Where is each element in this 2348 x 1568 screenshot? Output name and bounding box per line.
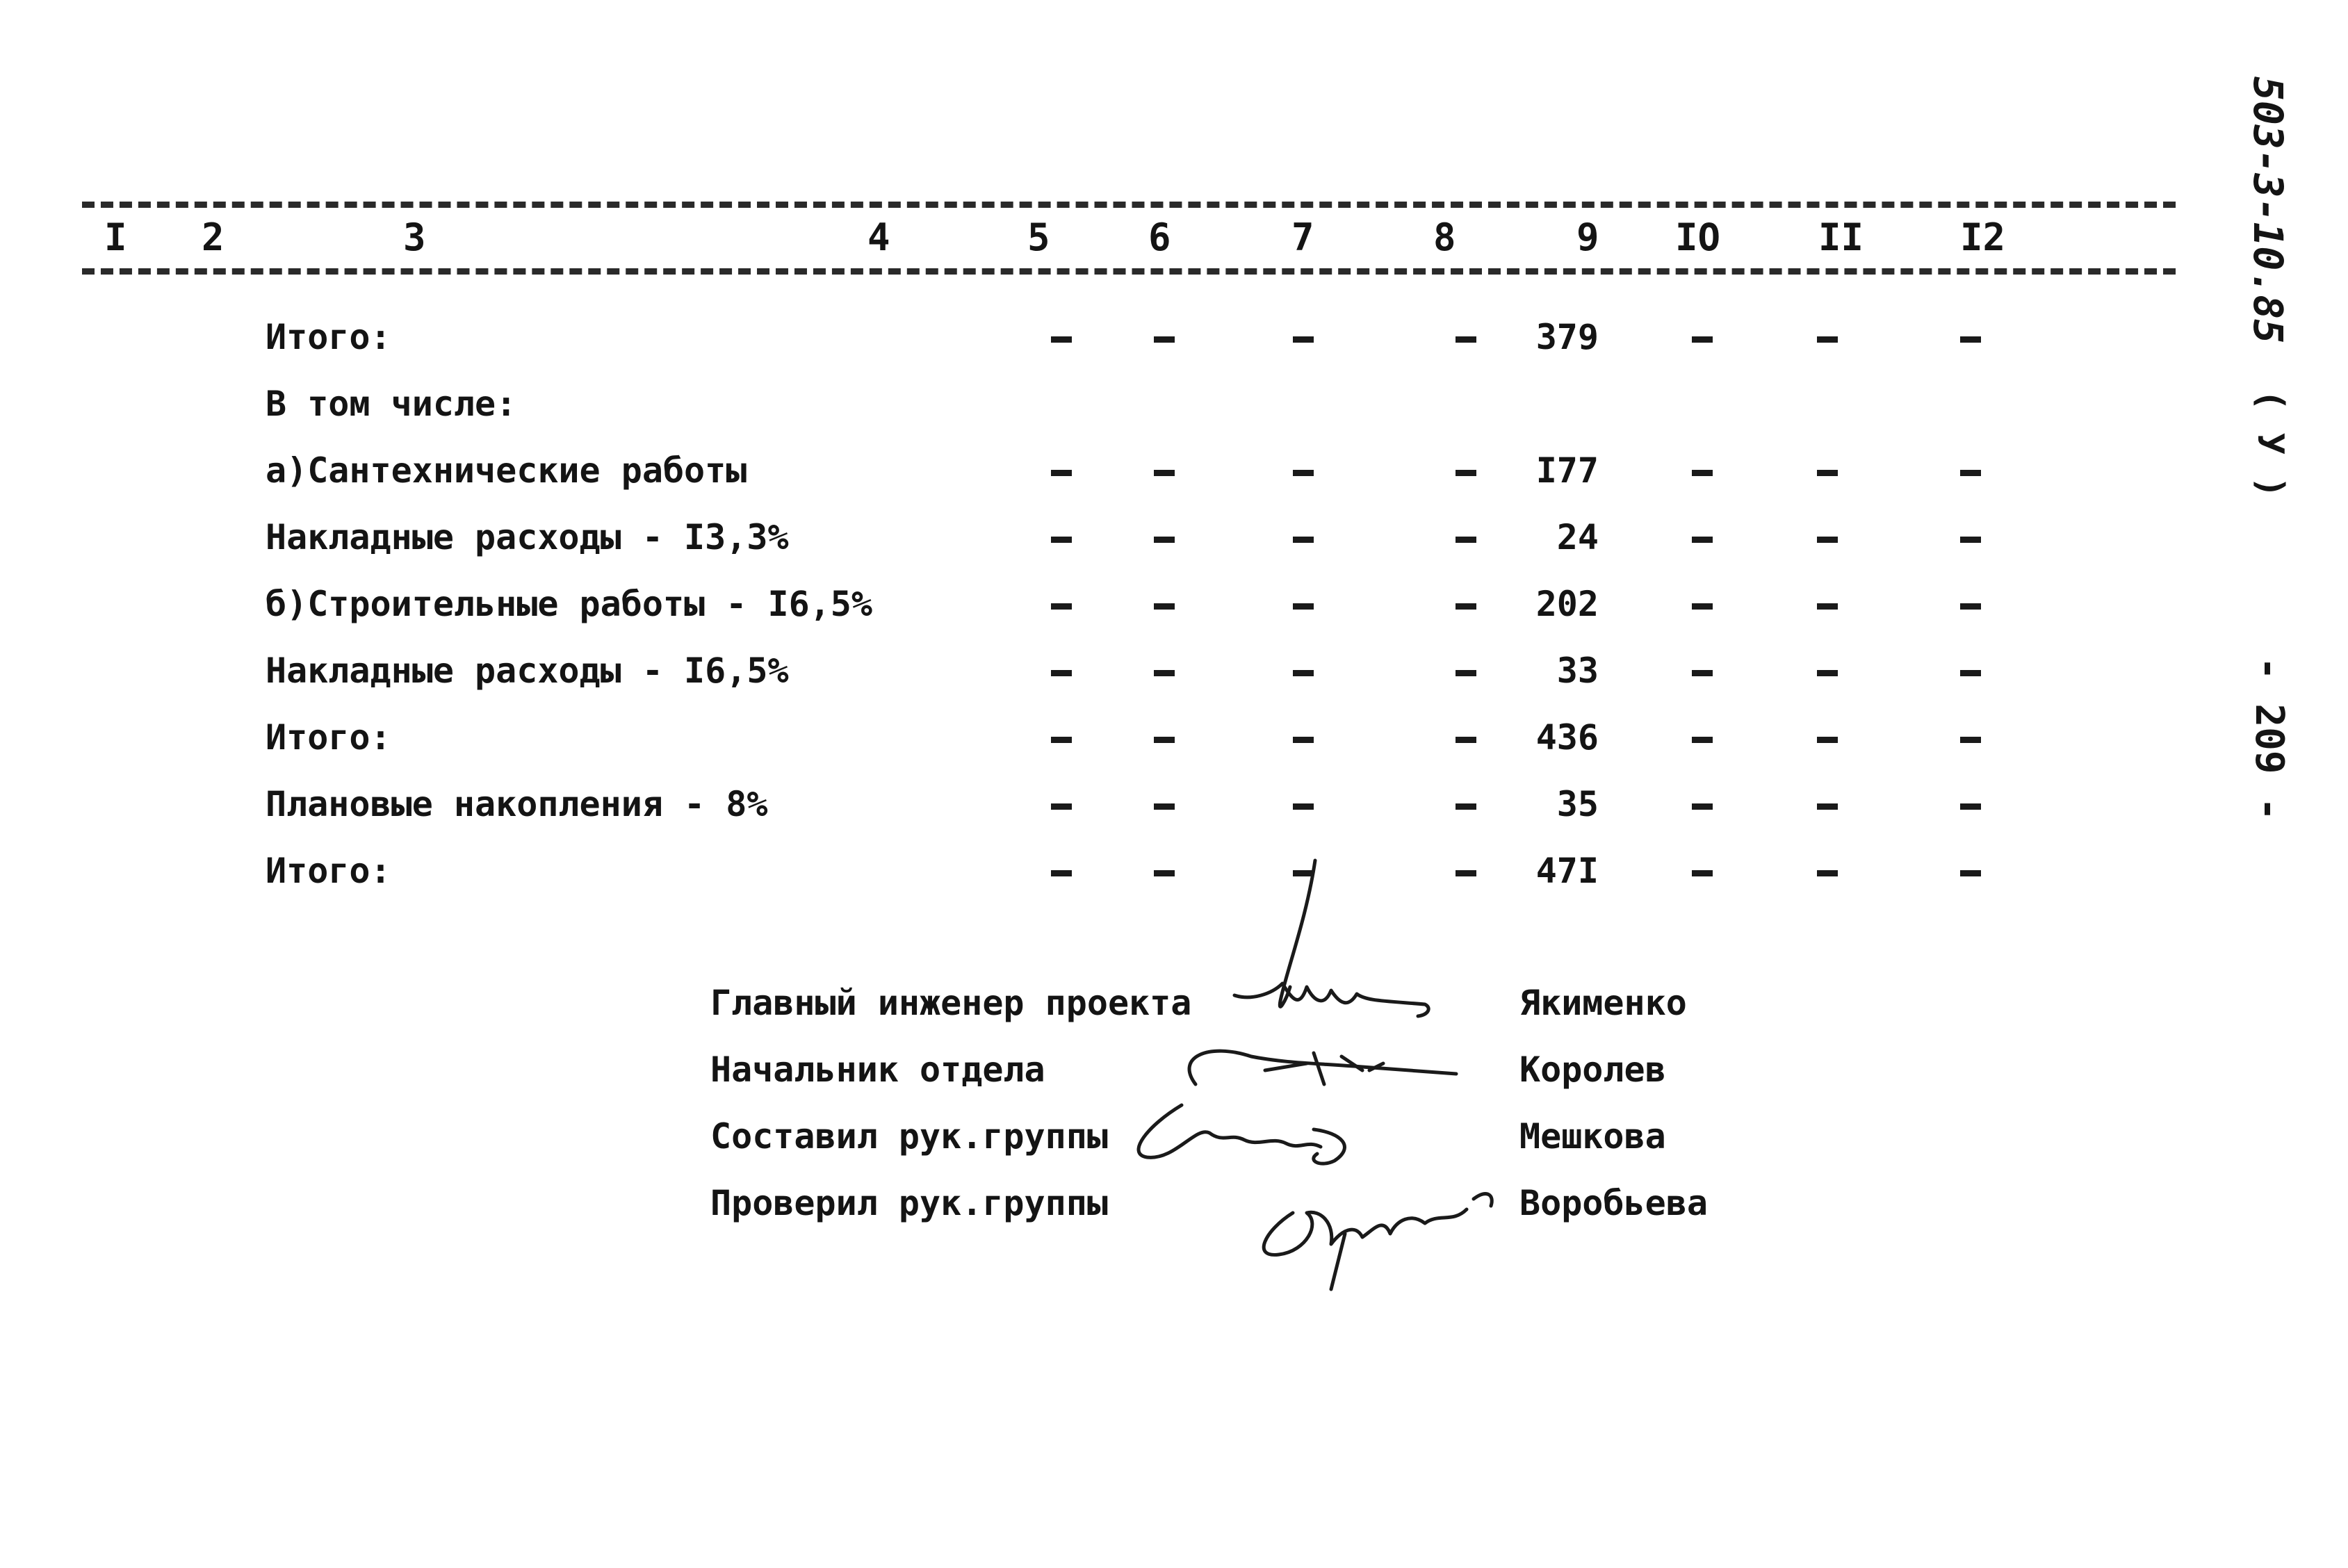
empty-cell-dash — [1817, 803, 1838, 810]
side-marker: ( У ) — [2249, 389, 2291, 498]
column-header: 8 — [1433, 215, 1456, 259]
empty-cell-dash — [1960, 737, 1981, 743]
empty-cell-dash — [1051, 670, 1072, 676]
column-header: 3 — [403, 215, 426, 259]
empty-cell-dash — [1817, 870, 1838, 876]
row-label: В том числе: — [266, 384, 517, 424]
empty-cell-dash — [1960, 470, 1981, 476]
empty-cell-dash — [1692, 336, 1713, 343]
empty-cell-dash — [1051, 870, 1072, 876]
signature-name: Мешкова — [1519, 1116, 1666, 1157]
empty-cell-dash — [1817, 737, 1838, 743]
row-value: 436 — [1535, 717, 1599, 758]
empty-cell-dash — [1293, 803, 1314, 810]
row-value: 24 — [1556, 517, 1599, 557]
empty-cell-dash — [1692, 470, 1713, 476]
empty-cell-dash — [1154, 670, 1175, 676]
signature-name: Воробьева — [1519, 1183, 1708, 1223]
empty-cell-dash — [1817, 470, 1838, 476]
empty-cell-dash — [1051, 537, 1072, 543]
empty-cell-dash — [1051, 470, 1072, 476]
empty-cell-dash — [1692, 670, 1713, 676]
empty-cell-dash — [1154, 470, 1175, 476]
row-label: Итого: — [266, 717, 391, 758]
column-header: 9 — [1576, 215, 1599, 259]
column-header: 6 — [1148, 215, 1171, 259]
empty-cell-dash — [1293, 537, 1314, 543]
empty-cell-dash — [1051, 803, 1072, 810]
empty-cell-dash — [1293, 336, 1314, 343]
page-number: - 209 - — [2247, 657, 2292, 822]
row-value: 379 — [1535, 317, 1599, 357]
empty-cell-dash — [1293, 870, 1314, 876]
empty-cell-dash — [1154, 870, 1175, 876]
empty-cell-dash — [1960, 537, 1981, 543]
row-label: Накладные расходы - I6,5% — [266, 651, 789, 691]
row-value: 202 — [1535, 584, 1599, 624]
empty-cell-dash — [1960, 803, 1981, 810]
empty-cell-dash — [1293, 670, 1314, 676]
column-header: II — [1818, 215, 1864, 259]
row-label: Плановые накопления - 8% — [266, 784, 768, 824]
empty-cell-dash — [1817, 537, 1838, 543]
signature-role: Проверил рук.группы — [710, 1183, 1108, 1223]
column-header: 7 — [1291, 215, 1314, 259]
column-header: 4 — [867, 215, 890, 259]
row-label: б)Строительные работы - I6,5% — [266, 584, 872, 624]
empty-cell-dash — [1051, 336, 1072, 343]
header-top-rule — [82, 202, 2176, 208]
empty-cell-dash — [1817, 336, 1838, 343]
row-label: Итого: — [266, 851, 391, 891]
empty-cell-dash — [1154, 737, 1175, 743]
column-header: I — [104, 215, 127, 259]
signature-role: Составил рук.группы — [710, 1116, 1108, 1157]
empty-cell-dash — [1154, 803, 1175, 810]
column-header: IO — [1675, 215, 1721, 259]
empty-cell-dash — [1692, 870, 1713, 876]
empty-cell-dash — [1960, 603, 1981, 610]
side-doc-code: 503-3-10.85 — [2244, 76, 2292, 344]
empty-cell-dash — [1817, 670, 1838, 676]
empty-cell-dash — [1960, 336, 1981, 343]
signature-role: Главный инженер проекта — [710, 983, 1192, 1023]
row-value: 47I — [1535, 851, 1599, 891]
empty-cell-dash — [1960, 870, 1981, 876]
empty-cell-dash — [1692, 803, 1713, 810]
column-header: 2 — [202, 215, 225, 259]
empty-cell-dash — [1154, 537, 1175, 543]
signature-name: Якименко — [1519, 983, 1687, 1023]
empty-cell-dash — [1692, 603, 1713, 610]
signature-role: Начальник отдела — [710, 1050, 1045, 1090]
empty-cell-dash — [1154, 603, 1175, 610]
empty-cell-dash — [1960, 670, 1981, 676]
row-label: Накладные расходы - I3,3% — [266, 517, 789, 557]
empty-cell-dash — [1692, 537, 1713, 543]
empty-cell-dash — [1154, 336, 1175, 343]
row-value: I77 — [1535, 450, 1599, 491]
row-label: а)Сантехнические работы — [266, 450, 747, 491]
column-header: 5 — [1027, 215, 1050, 259]
row-value: 35 — [1556, 784, 1599, 824]
header-bottom-rule — [82, 268, 2176, 275]
empty-cell-dash — [1293, 737, 1314, 743]
empty-cell-dash — [1051, 603, 1072, 610]
row-label: Итого: — [266, 317, 391, 357]
signature-name: Королев — [1519, 1050, 1666, 1090]
empty-cell-dash — [1692, 737, 1713, 743]
empty-cell-dash — [1817, 603, 1838, 610]
empty-cell-dash — [1051, 737, 1072, 743]
column-header: I2 — [1960, 215, 2006, 259]
row-value: 33 — [1556, 651, 1599, 691]
empty-cell-dash — [1293, 470, 1314, 476]
empty-cell-dash — [1293, 603, 1314, 610]
